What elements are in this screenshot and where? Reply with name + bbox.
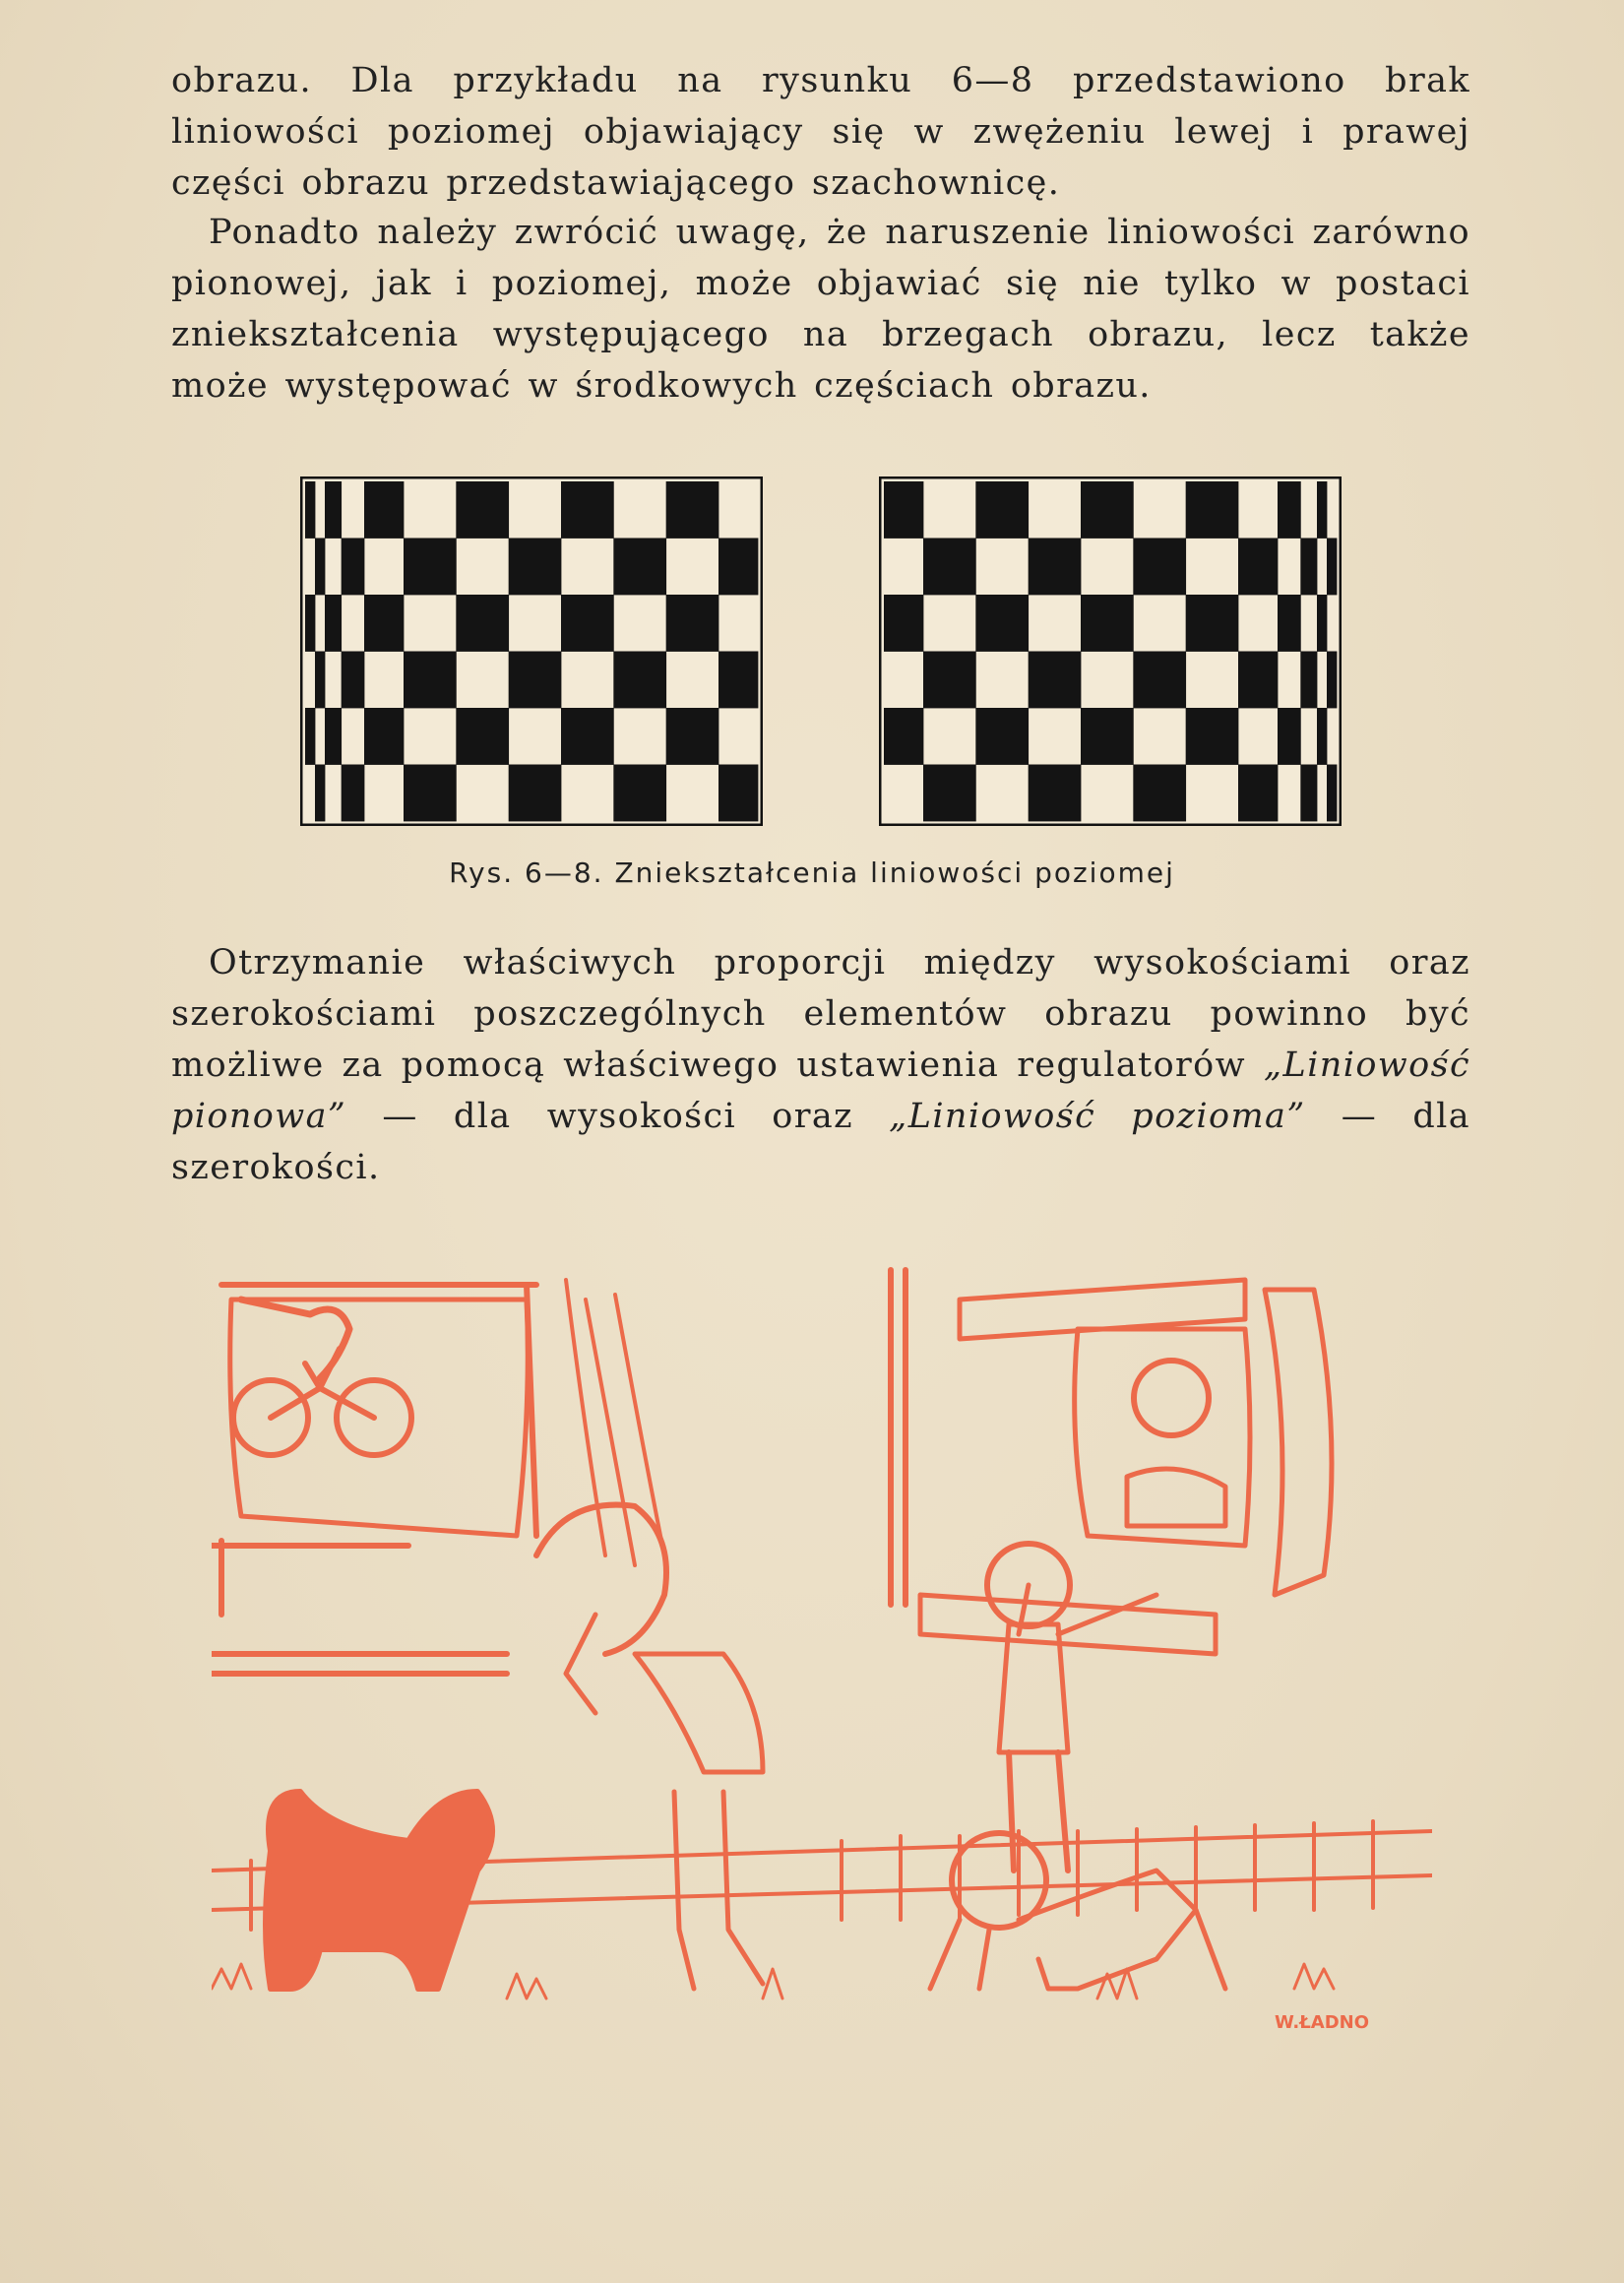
- figure-caption: Rys. 6—8. Zniekształcenia liniowości poziomej: [449, 856, 1175, 889]
- girl-legs: [674, 1792, 763, 1989]
- board-cell: [325, 481, 342, 539]
- paragraph-3-term-vertical: „Liniowość pionowa”: [171, 1046, 1470, 1136]
- paragraph-3-text-a: Otrzymanie właściwych proporcji między wysokościami oraz szerokościami poszczególnych elementów obrazu powinno być możliwe za pomocą właściwego ustawienia regulatorów: [171, 943, 1470, 1085]
- cyclist: [241, 1300, 349, 1378]
- board-cell: [305, 481, 315, 539]
- board-cell: [884, 481, 923, 539]
- board-cell: [975, 481, 1029, 539]
- board-cell: [666, 481, 719, 539]
- board-cell: [1133, 765, 1186, 822]
- board-cell: [404, 652, 457, 709]
- board-cell: [1133, 539, 1186, 596]
- board-cell: [364, 708, 404, 765]
- board-cell: [666, 708, 719, 765]
- board-cell: [1186, 595, 1239, 652]
- board-cell: [1300, 652, 1317, 709]
- board-cell: [923, 765, 976, 822]
- paragraph-3-text-b: — dla wysokości oraz: [346, 1097, 890, 1136]
- board-cell: [613, 652, 666, 709]
- board-cell: [718, 539, 758, 596]
- board-cell: [1186, 481, 1239, 539]
- board-cell: [1186, 708, 1239, 765]
- board-cell: [315, 539, 325, 596]
- board-cell: [305, 595, 315, 652]
- board-cell: [1317, 595, 1327, 652]
- board-cell: [975, 708, 1029, 765]
- board-cell: [1081, 595, 1134, 652]
- paragraph-2: Ponadto należy zwrócić uwagę, że naruszenie liniowości zarówno pionowej, jak i poziomej, może objawiać się nie tylko w postaci zniekształcenia występującego na brzegach obrazu, lecz także może występować w środkowych częściach obrazu.: [171, 213, 1470, 406]
- checkerboard-right-distorted: [879, 476, 1342, 826]
- board-cell: [1133, 652, 1186, 709]
- board-cell: [923, 652, 976, 709]
- board-cell: [305, 708, 315, 765]
- tv-announcer-head: [1134, 1361, 1209, 1435]
- board-cell: [1278, 708, 1301, 765]
- board-cell: [404, 539, 457, 596]
- board-cell: [1278, 595, 1301, 652]
- board-cell: [509, 652, 562, 709]
- girl-dress: [635, 1654, 763, 1772]
- board-cell: [1081, 708, 1134, 765]
- board-cell: [325, 595, 342, 652]
- board-cell: [1029, 652, 1082, 709]
- right-window-frame: [891, 1270, 906, 1605]
- board-cell: [364, 481, 404, 539]
- board-cell: [509, 539, 562, 596]
- board-cell: [561, 481, 614, 539]
- paragraph-3-term-horizontal: „Liniowość pozioma”: [889, 1097, 1306, 1136]
- board-cell: [1327, 652, 1337, 709]
- board-cell: [342, 765, 365, 822]
- left-window-frame: [221, 1285, 536, 1536]
- board-cell: [456, 595, 509, 652]
- board-cell: [364, 595, 404, 652]
- board-cell: [561, 708, 614, 765]
- board-cell: [456, 481, 509, 539]
- board-cell: [404, 765, 457, 822]
- board-cell: [561, 595, 614, 652]
- board-cell: [1029, 539, 1082, 596]
- paragraph-1: obrazu. Dla przykładu na rysunku 6—8 przedstawiono brak liniowości poziomej objawiający się w zwężeniu lewej i prawej części obrazu przedstawiającego szachownicę.: [171, 61, 1470, 203]
- board-cell: [1327, 765, 1337, 822]
- board-cell: [718, 765, 758, 822]
- board-cell: [456, 708, 509, 765]
- board-cell: [613, 765, 666, 822]
- board-cell: [1278, 481, 1301, 539]
- board-cell: [315, 652, 325, 709]
- board-cell: [1317, 481, 1327, 539]
- board-cell: [1081, 481, 1134, 539]
- checkerboard-left-distorted: [300, 476, 763, 826]
- board-cell: [342, 652, 365, 709]
- board-cell: [342, 539, 365, 596]
- board-cell: [1029, 765, 1082, 822]
- board-cell: [718, 652, 758, 709]
- scottie-dog: [266, 1792, 492, 1989]
- board-cell: [613, 539, 666, 596]
- board-cell: [1300, 765, 1317, 822]
- board-cell: [1300, 539, 1317, 596]
- board-cell: [666, 595, 719, 652]
- board-cell: [325, 708, 342, 765]
- board-cell: [884, 595, 923, 652]
- board-cell: [1238, 765, 1278, 822]
- board-cell: [975, 595, 1029, 652]
- paragraph-3: [171, 937, 1470, 1193]
- board-cell: [1327, 539, 1337, 596]
- board-cell: [1317, 708, 1327, 765]
- board-cell: [315, 765, 325, 822]
- board-cell: [923, 539, 976, 596]
- figure-6-8: [300, 476, 1334, 831]
- grass: [212, 1964, 1334, 1998]
- paragraph-3-text-c: — dla szerokości.: [171, 1097, 1470, 1187]
- board-cell: [1238, 539, 1278, 596]
- board-cell: [1238, 652, 1278, 709]
- board-cell: [509, 765, 562, 822]
- children-watching-tv-illustration: [212, 1240, 1432, 2067]
- artist-signature: W.ŁADNO: [1275, 2012, 1370, 2033]
- board-cell: [884, 708, 923, 765]
